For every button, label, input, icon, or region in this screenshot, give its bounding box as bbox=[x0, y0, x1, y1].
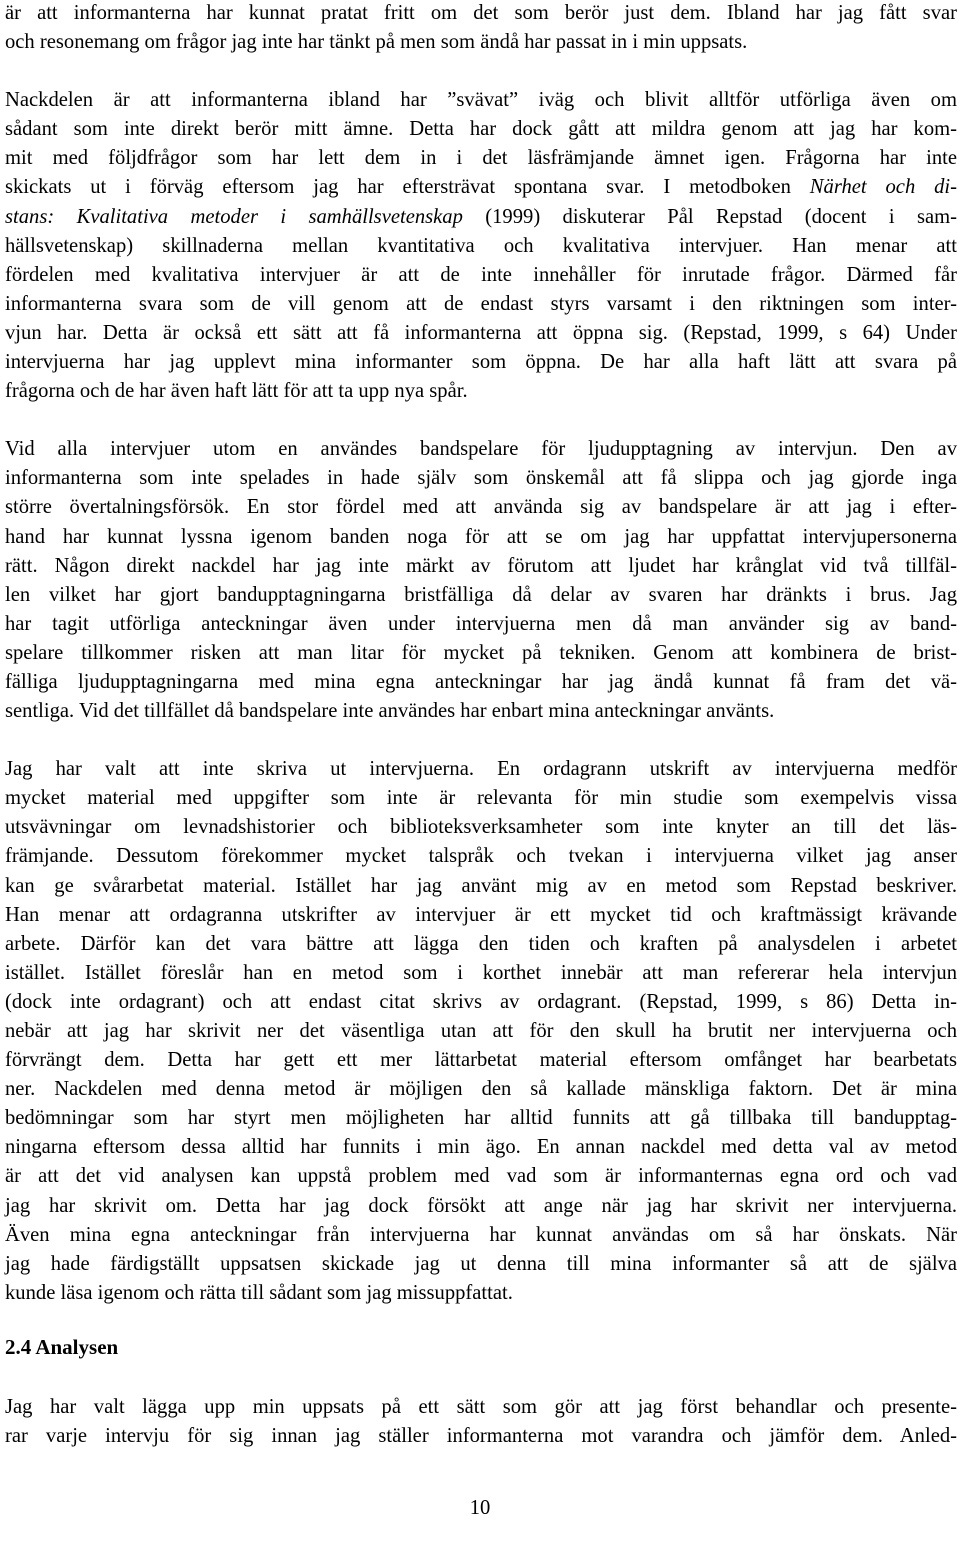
text-line: är att informanterna har kunnat pratat fritt om det som berör just dem. Ibland har jag fått svar bbox=[5, 2, 957, 24]
text-line: Även mina egna anteckningar från intervjuerna har kunnat användas om så har önskats. När bbox=[5, 1223, 957, 1246]
text-line: spelare tillkommer risken att man litar för mycket på tekniken. Genom att kombinera de brist- bbox=[5, 641, 957, 664]
text-line: (dock inte ordagrant) och att endast citat skrivs av ordagrant. (Repstad, 1999, s 86) Detta in- bbox=[5, 990, 957, 1013]
text-line: hand har kunnat lyssna igenom banden noga för att se om jag har uppfattat intervjupersonerna bbox=[5, 525, 957, 548]
text-line: Jag har valt att inte skriva ut intervjuerna. En ordagrann utskrift av intervjuerna medför bbox=[5, 758, 957, 781]
text-line: är att det vid analysen kan uppstå problem med vad som är informanternas egna ord och vad bbox=[5, 1165, 957, 1188]
text-line: kan ge svårarbetat material. Istället har jag använt mig av en metod som Repstad beskriver. bbox=[5, 874, 957, 897]
paragraph-3 bbox=[5, 435, 957, 726]
text-line: och resonemang om frågor jag inte har tänkt på men som ändå har passat in i min uppsats. bbox=[5, 31, 748, 54]
text-line: arbete. Därför kan det vara bättre att lägga den tiden och kraften på analysdelen i arbetet bbox=[5, 932, 957, 955]
section-paragraph bbox=[5, 1393, 957, 1451]
text-line: ningarna eftersom dessa alltid har funnits i min ägo. En annan nackdel med detta val av metod bbox=[5, 1136, 957, 1159]
book-title-italic: Närhet och di- bbox=[809, 176, 957, 199]
book-title-italic: stans: Kvalitativa metoder i samhällsvetenskap bbox=[5, 205, 463, 228]
text-line: rätt. Någon direkt nackdel har jag inte märkt av förutom att ljudet har krånglat vid två tillfäl- bbox=[5, 554, 957, 577]
paragraph-gap bbox=[5, 1362, 957, 1393]
text-line: Han menar att ordagranna utskrifter av intervjuer är ett mycket tid och kraftmässigt krävande bbox=[5, 903, 957, 926]
text-line: intervjuerna har jag upplevt mina informanter som öppna. De har alla haft lätt att svara på bbox=[5, 351, 957, 374]
text-line: jag har skrivit om. Detta har jag dock försökt att ange när jag har skrivit ner intervjuerna. bbox=[5, 1194, 957, 1217]
text-line: Jag har valt lägga upp min uppsats på ett sätt som gör att jag först behandlar och presente- bbox=[5, 1395, 957, 1418]
text-line: informanterna svara som de vill genom att de endast styrs varsamt i den riktningen som inter- bbox=[5, 292, 957, 315]
text-line: främjande. Dessutom förekommer mycket talspråk och tvekan i intervjuerna vilket jag anser bbox=[5, 845, 957, 868]
text-line: kunde läsa igenom och rätta till sådant som jag missuppfattat. bbox=[5, 1281, 513, 1304]
text-line: informanterna som inte spelades in hade själv som önskemål att få slippa och jag gjorde inga bbox=[5, 467, 957, 490]
paragraph-1 bbox=[5, 0, 957, 57]
text-line: rar varje intervju för sig innan jag ställer informanterna mot varandra och jämför dem. Anled- bbox=[5, 1425, 957, 1448]
paragraph-4 bbox=[5, 755, 957, 1308]
text-line: mit med följdfrågor som har lett dem in i det läsfrämjande ämnet igen. Frågorna har inte bbox=[5, 147, 957, 170]
text-line: ner. Nackdelen med denna metod är möjligen den så kallade mänskliga faktorn. Det är mina bbox=[5, 1078, 957, 1101]
section-heading: 2.4 Analysen bbox=[5, 1334, 119, 1359]
text-line: vjun har. Detta är också ett sätt att få informanterna att öppna sig. (Repstad, 1999, s 64) Under bbox=[5, 321, 957, 344]
text-line: len vilket har gjort bandupptagningarna bristfälliga då delar av svaren har dränkts i brus. Jag bbox=[5, 583, 957, 606]
text-line: sådant som inte direkt berör mitt ämne. Detta har dock gått att mildra genom att jag har kom- bbox=[5, 118, 957, 141]
paragraph-gap bbox=[5, 406, 957, 435]
text-line: Nackdelen är att informanterna ibland har ”svävat” iväg och blivit alltför utförliga även om bbox=[5, 89, 957, 112]
text-line: hällsvetenskap) skillnaderna mellan kvantitativa och kvalitativa intervjuer. Han menar att bbox=[5, 234, 957, 257]
text-line-with-italic: skickats ut i förväg eftersom jag har eftersträvat spontana svar. I metodboken Närhet och di- bbox=[5, 176, 957, 199]
document-page bbox=[5, 0, 957, 1541]
paragraph-2 bbox=[5, 86, 957, 406]
paragraph-gap bbox=[5, 57, 957, 86]
text-line: sentliga. Vid det tillfället då bandspelare inte användes har enbart mina anteckningar använts. bbox=[5, 700, 775, 723]
text-line: mycket material med uppgifter som inte är relevanta för min studie som exempelvis vissa bbox=[5, 787, 957, 810]
text-line: Vid alla intervjuer utom en användes bandspelare för ljudupptagning av intervjun. Den av bbox=[5, 438, 957, 461]
text-line: har tagit utförliga anteckningar även under intervjuerna men då man använder sig av band- bbox=[5, 612, 957, 635]
paragraph-gap bbox=[5, 726, 957, 755]
text-line: nebär att jag har skrivit ner det väsentliga utan att för den skull ha brutit ner intervjuerna och bbox=[5, 1020, 957, 1042]
text-line: frågorna och de har även haft lätt för att ta upp nya spår. bbox=[5, 380, 468, 403]
paragraph-gap bbox=[5, 1308, 957, 1333]
text-line: fälliga ljudupptagningarna med mina egna anteckningar har jag ändå kunnat få fram det vä- bbox=[5, 670, 957, 693]
text-line: utsvävningar om levnadshistorier och biblioteksverksamheter som inte knyter an till det läs- bbox=[5, 816, 957, 839]
text-line: jag hade färdigställt uppsatsen skickade jag ut denna till mina informanter så att de själva bbox=[5, 1252, 957, 1275]
text-line: fördelen med kvalitativa intervjuer är att de inte innehåller för inrutade frågor. Därmed får bbox=[5, 263, 957, 286]
text-line: bedömningar som har styrt men möjligheten har alltid funnits att gå tillbaka till bandupptag- bbox=[5, 1107, 957, 1130]
text-line: större övertalningsförsök. En stor fördel med att använda sig av bandspelare är att jag i efter- bbox=[5, 496, 957, 519]
text-line-with-italic: stans: Kvalitativa metoder i samhällsvetenskap (1999) diskuterar Pål Repstad (docent i sam- bbox=[5, 205, 957, 228]
page-number: 10 bbox=[469, 1497, 491, 1519]
text-line: istället. Istället föreslår han en metod som i korthet innebär att man refererar hela intervjun bbox=[5, 961, 957, 984]
text-line: förvrängt dem. Detta har gett ett mer lättarbetat material eftersom omfånget har bearbetats bbox=[5, 1049, 957, 1072]
